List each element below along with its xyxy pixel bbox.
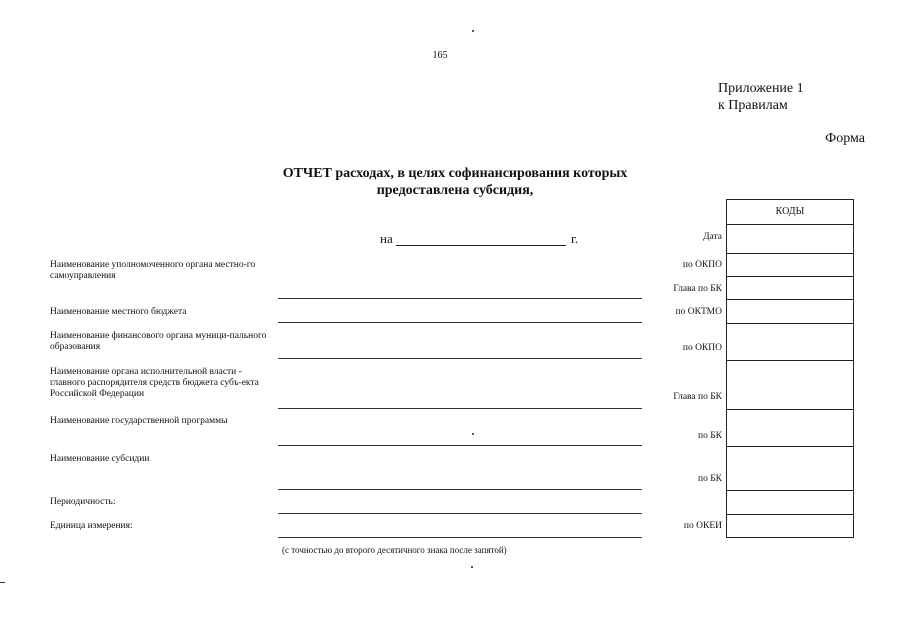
margin-mark	[0, 582, 5, 583]
field-label-program: Наименование государственной программы	[50, 416, 228, 426]
codes-row-divider	[727, 490, 853, 491]
code-label-glava-bk-2: Глава по БК	[673, 392, 722, 402]
scan-speck	[472, 30, 474, 32]
report-date-field[interactable]	[396, 245, 566, 246]
code-label-bk-subsidy: по БК	[697, 474, 722, 484]
field-label-unit: Единица измерения:	[50, 521, 133, 531]
report-title	[255, 165, 655, 199]
codes-row-divider	[727, 360, 853, 361]
codes-header: КОДЫ	[727, 200, 853, 225]
date-suffix: г.	[571, 231, 579, 246]
field-label-authority: Наименование уполномоченного органа местно-го самоуправления	[50, 260, 256, 281]
precision-note: (с точностью до второго десятичного знака после запятой)	[282, 545, 507, 555]
codes-row-divider	[727, 409, 853, 410]
appendix-header	[718, 80, 804, 114]
budget-field[interactable]	[278, 322, 642, 323]
field-label-finance-body: Наименование финансового органа муници-пального образования	[50, 331, 267, 352]
form-label: Форма	[825, 131, 865, 146]
date-prefix: на	[380, 231, 393, 246]
code-label-okei: по ОКЕИ	[683, 521, 722, 531]
title-line-2: предоставлена субсидия,	[376, 183, 534, 198]
codes-row-divider	[727, 514, 853, 515]
program-field[interactable]	[278, 445, 642, 446]
appendix-line-2: к Правилам	[718, 98, 788, 113]
periodicity-field[interactable]	[278, 513, 642, 514]
code-label-date: Дата	[703, 232, 722, 242]
field-label-periodicity: Периодичность:	[50, 497, 116, 507]
title-line-1: ОТЧЕТ расходах, в целях софинансирования которых	[282, 166, 628, 181]
scan-speck	[471, 566, 473, 568]
page-number: 165	[432, 50, 448, 61]
finance-body-field[interactable]	[278, 358, 642, 359]
field-label-budget: Наименование местного бюджета	[50, 307, 187, 317]
codes-row-divider	[727, 253, 853, 254]
field-label-executive-body: Наименование органа исполнительной власти - главного распорядителя средств бюджета субъ-екта Российской Федерации	[50, 367, 259, 399]
codes-row-divider	[727, 299, 853, 300]
authority-field[interactable]	[278, 298, 642, 299]
codes-row-divider	[727, 446, 853, 447]
executive-body-field[interactable]	[278, 408, 642, 409]
field-label-subsidy: Наименование субсидии	[50, 454, 150, 464]
code-label-okpo: по ОКПО	[682, 260, 722, 270]
code-label-bk-program: по БК	[697, 431, 722, 441]
codes-row-divider	[727, 276, 853, 277]
unit-field[interactable]	[278, 537, 642, 538]
code-label-oktmo: по ОКТМО	[675, 307, 722, 317]
codes-row-divider	[727, 323, 853, 324]
codes-table	[726, 199, 854, 538]
scan-speck	[472, 433, 474, 435]
code-label-okpo-fin: по ОКПО	[682, 343, 722, 353]
subsidy-field[interactable]	[278, 489, 642, 490]
appendix-line-1: Приложение 1	[718, 81, 804, 96]
code-label-glava-bk: Глава по БК	[673, 284, 722, 294]
